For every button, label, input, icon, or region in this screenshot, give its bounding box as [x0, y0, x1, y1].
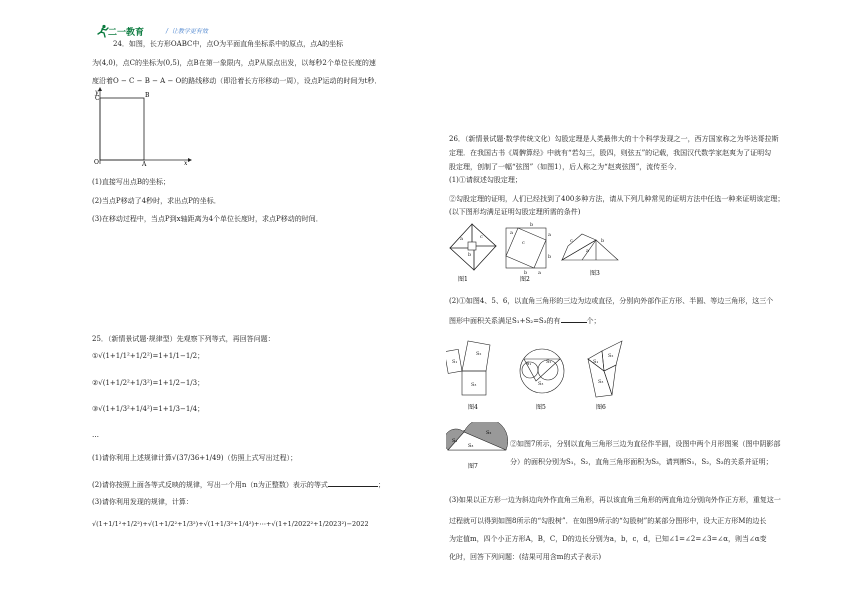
fig4-caption: 图4: [468, 404, 478, 411]
fig7-caption: 图7: [468, 463, 478, 470]
q26-sub2d: ②如图7所示，分别以直角三角形三边为直径作半圆，设图中两个月形图案（图中阴影部: [510, 440, 781, 448]
fig7-label-S1: S₁: [452, 438, 458, 444]
q25-ellipsis: …: [92, 431, 99, 439]
svg-text:S₁: S₁: [526, 361, 532, 367]
q24-line3: 度沿着O − C − B − A − O的路线移动（即沿着长方形移动一周），设点P运动的时间为t秒．: [92, 77, 382, 85]
q26-sub3a: (3)如果以正方形一边为斜边向外作直角三角形，再以该直角三角形的两直角边分别向外作正方形，重复这一: [449, 496, 781, 504]
figure-5: [520, 349, 564, 393]
figure-6: [588, 341, 622, 397]
svg-text:S₃: S₃: [598, 379, 604, 385]
q26-figures-4-6: [446, 335, 636, 415]
q25-sub3: (3)请你利用发现的规律，计算：: [92, 498, 193, 506]
label-O: O: [94, 159, 99, 166]
label-x: x: [184, 160, 188, 166]
svg-text:S₁: S₁: [452, 359, 458, 365]
fig1-caption: 图1: [458, 276, 468, 283]
figure-2: [506, 222, 551, 276]
svg-text:a: a: [586, 248, 589, 254]
svg-text:b: b: [601, 238, 605, 244]
figure-3: [562, 234, 618, 260]
q24-sub1: (1)直接写出点B的坐标；: [92, 178, 171, 186]
svg-text:b: b: [530, 222, 534, 228]
q24-line2: 为(4,0)，点C的坐标为(0,5)，点B在第一象限内，点P从原点出发，以每秒2个单位长度的速: [92, 59, 376, 67]
svg-text:S₂: S₂: [608, 353, 614, 359]
q26-line2: 定理．在我国古书《周髀算经》中就有“若勾三，股四，则弦五”的记载，我国汉代数学家赵爽为了证明勾: [449, 149, 772, 157]
fig2-caption: 图2: [520, 276, 530, 283]
fig3-caption: 图3: [590, 270, 600, 277]
svg-text:S₁: S₁: [593, 359, 599, 365]
svg-text:c: c: [522, 240, 525, 246]
q26-sub3d: 化时，回答下列问题：(结果可用含m的式子表示): [449, 553, 602, 561]
q25-eq1: ①√(1+1/1²+1/2²)=1+1/1−1/2；: [92, 352, 205, 360]
svg-text:c: c: [480, 234, 483, 240]
brand-slogan: / 让教学更有效: [166, 28, 208, 35]
header-logo: [96, 24, 256, 38]
q26-sub1b: ②勾股定理的证明，人们已经找到了400多种方法，请从下列几种常见的证明方法中任选一种来证明该定理；: [449, 195, 785, 203]
q24-sub2: (2)当点P移动了4秒时，求出点P的坐标．: [92, 197, 221, 205]
q26-sub2a: (2)①如图4、5、6，以直角三角形的三边为边或直径，分别向外部作正方形、半圆、等边三角形，这三个: [449, 297, 774, 305]
q26-sub1a: (1)①请叙述勾股定理；: [449, 176, 522, 184]
q26-line3: 股定理，创制了一幅“弦图”（如图1），后人称之为“赵爽弦图”，流传至今．: [449, 163, 682, 171]
q25-final-expression: √(1+1/1²+1/2²)+√(1+1/2²+1/3²)+√(1+1/3²+1/4²)+⋯+√(1+1/2022²+1/2023²)−2022: [92, 520, 369, 528]
q25-intro: 25．（新情景试题·规律型）先观察下列等式，再回答问题：: [92, 335, 275, 343]
svg-text:b: b: [468, 252, 472, 258]
label-B: B: [145, 92, 150, 99]
svg-text:S₃: S₃: [538, 381, 544, 387]
figure-4: [446, 341, 490, 395]
q25-eq3: ③√(1+1/3²+1/4²)=1+1/3−1/4；: [92, 405, 205, 413]
fig7-label-S3: S₃: [468, 443, 474, 449]
fig6-caption: 图6: [596, 404, 606, 411]
svg-text:S₃: S₃: [471, 382, 477, 388]
svg-text:b: b: [524, 270, 528, 276]
figure-1: [450, 224, 496, 270]
q26-figure-7: [446, 422, 508, 472]
svg-text:a: a: [460, 236, 463, 242]
q24-figure: [88, 86, 198, 166]
q24-sub3: (3)在移动过程中，当点P到x轴距离为4个单位长度时，求点P移动的时间．: [92, 215, 323, 223]
svg-text:a: a: [510, 230, 513, 236]
q26-figures-1-3: [446, 220, 626, 286]
label-A: A: [142, 161, 147, 166]
q25-sub2: (2)请你按照上面各等式反映的规律，写出一个用n（n为正整数）表示的等式 ；: [92, 481, 385, 489]
svg-text:a: a: [548, 232, 551, 238]
brand-name: 二一教育: [108, 28, 145, 38]
q26-sub3c: 为定值m，四个小正方形A，B，C，D的边长分别为a，b，c，d，已知∠1=∠2=∠3=∠α，则当∠α变: [449, 535, 767, 543]
svg-text:S₂: S₂: [546, 359, 552, 365]
svg-text:b: b: [548, 254, 552, 260]
svg-text:c: c: [570, 238, 573, 244]
q26-line1: 26．（新情景试题·数学传统文化）勾股定理是人类最伟大的十个科学发现之一，西方国家称之为毕达哥拉斯: [449, 135, 779, 143]
svg-text:a: a: [538, 270, 541, 276]
q25-sub1: (1)请你利用上述规律计算√(37/36+1/49)（仿照上式写出过程）；: [92, 454, 298, 462]
q26-sub1c: (以下图形均满足证明勾股定理所需的条件): [449, 208, 581, 216]
label-C: C: [95, 95, 100, 102]
q24-line1: 24．如图，长方形OABC中，点O为平面直角坐标系中的原点，点A的坐标: [113, 40, 344, 48]
svg-text:S₂: S₂: [476, 351, 482, 357]
q25-eq2: ②√(1+1/2²+1/3²)=1+1/2−1/3；: [92, 379, 205, 387]
fig7-label-S2: S₂: [486, 430, 492, 436]
q26-sub2b: 图形中面积关系满足S₁+S₂=S₃的有 个；: [449, 317, 601, 325]
q26-sub2e: 分）的面积分别为S₁，S₂，直角三角形面积为S₃，请判断S₁，S₂，S₃的关系并证明；: [510, 458, 773, 466]
q26-sub3b: 过程就可以得到如图8所示的“勾股树”．在如图9所示的“勾股树”的某部分图形中，设大正方形M的边长: [449, 517, 767, 525]
label-y: y: [95, 89, 99, 96]
fig5-caption: 图5: [536, 404, 546, 411]
